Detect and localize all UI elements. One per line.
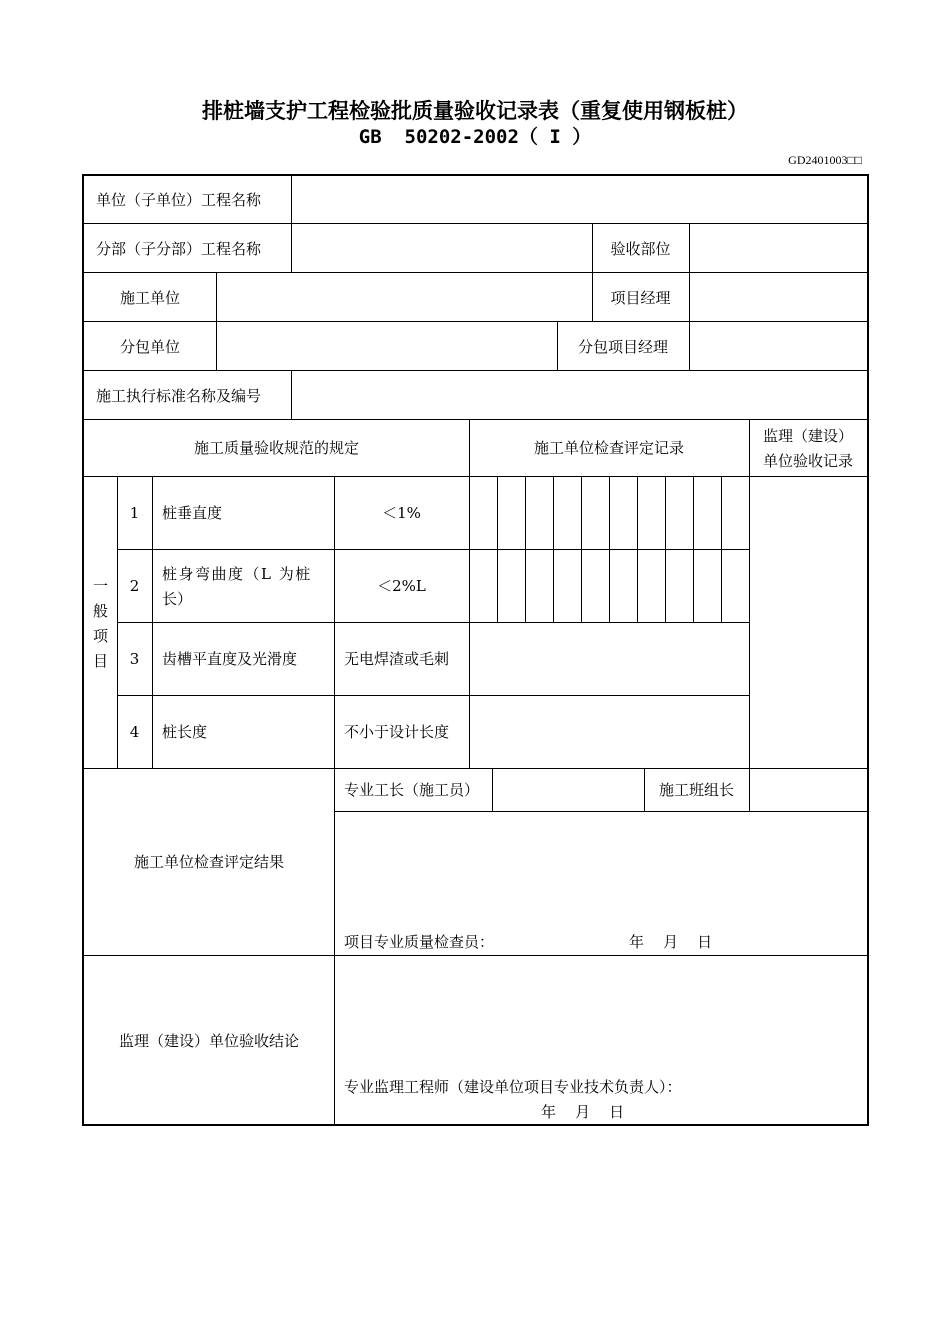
general-items-group-char: 目 (92, 652, 108, 670)
supervision-column-header-line2: 单位验收记录 (762, 452, 853, 470)
subcontractor-label: 分包单位 (119, 338, 180, 356)
item-requirement: ＜1% (382, 504, 421, 522)
general-items-group-char: 项 (92, 627, 108, 645)
row-divider (84, 370, 867, 371)
column-divider (469, 419, 470, 768)
acceptance-part-label: 验收部位 (610, 240, 671, 258)
item-name-line1: 桩身弯曲度（L 为桩 (162, 565, 312, 583)
column-divider (291, 223, 292, 272)
construction-standard-label: 施工执行标准名称及编号 (96, 387, 262, 405)
item-number: 3 (129, 650, 140, 668)
check-cell-divider (609, 476, 610, 622)
supervision-date: 年 月 日 (541, 1103, 625, 1121)
check-cell-divider (525, 476, 526, 622)
item-requirement: ＜2%L (377, 577, 426, 595)
item-name: 桩长度 (162, 723, 208, 741)
general-items-group-char: 一 (92, 577, 108, 595)
column-divider (152, 476, 153, 768)
sub-project-manager-label: 分包项目经理 (577, 338, 668, 356)
check-cell-divider (553, 476, 554, 622)
supervision-conclusion-label: 监理（建设）单位验收结论 (118, 1032, 299, 1050)
supervision-column-header-line1: 监理（建设） (762, 427, 853, 445)
contractor-result-label: 施工单位检查评定结果 (133, 853, 284, 871)
form-number: GD2401003□□ (788, 153, 862, 167)
column-divider (291, 176, 292, 223)
unit-project-name-label: 单位（子单位）工程名称 (96, 191, 262, 209)
division-project-name-label: 分部（子分部）工程名称 (96, 240, 262, 258)
row-divider (334, 811, 867, 812)
spec-column-header: 施工质量验收规范的规定 (193, 439, 359, 457)
row-divider (117, 549, 749, 550)
item-name-line2: 长） (162, 590, 193, 608)
quality-inspector-label: 项目专业质量检查员： (344, 933, 495, 951)
item-number: 4 (129, 723, 140, 741)
column-divider (689, 223, 690, 370)
item-requirement: 不小于设计长度 (344, 723, 450, 741)
acceptance-record-table (82, 174, 869, 1126)
column-divider (749, 768, 750, 811)
row-divider (84, 955, 867, 956)
item-name: 齿槽平直度及光滑度 (162, 650, 298, 668)
contractor-date: 年 月 日 (629, 933, 713, 951)
supervision-engineer-label: 专业监理工程师（建设单位项目专业技术负责人）： (344, 1078, 682, 1096)
project-manager-label: 项目经理 (610, 289, 671, 307)
item-number: 1 (129, 504, 140, 522)
check-cell-divider (693, 476, 694, 622)
check-cell-divider (721, 476, 722, 622)
column-divider (291, 370, 292, 419)
general-items-group-char: 般 (92, 602, 108, 620)
check-cell-divider (581, 476, 582, 622)
row-divider (84, 223, 867, 224)
foreman-label: 专业工长（施工员） (344, 781, 480, 799)
form-standard-code: GB 50202-2002（ I ） (358, 126, 592, 148)
item-requirement: 无电焊渣或毛刺 (344, 650, 450, 668)
column-divider (492, 768, 493, 811)
team-leader-label: 施工班组长 (658, 781, 734, 799)
check-cell-divider (497, 476, 498, 622)
row-divider (84, 272, 867, 273)
row-divider (84, 321, 867, 322)
item-name: 桩垂直度 (162, 504, 223, 522)
row-divider (117, 622, 749, 623)
row-divider (117, 695, 749, 696)
form-title: 排桩墙支护工程检验批质量验收记录表（重复使用钢板桩） (202, 99, 748, 123)
check-cell-divider (665, 476, 666, 622)
item-number: 2 (129, 577, 140, 595)
record-column-header: 施工单位检查评定记录 (533, 439, 684, 457)
column-divider (216, 272, 217, 370)
contractor-label: 施工单位 (119, 289, 180, 307)
check-cell-divider (637, 476, 638, 622)
